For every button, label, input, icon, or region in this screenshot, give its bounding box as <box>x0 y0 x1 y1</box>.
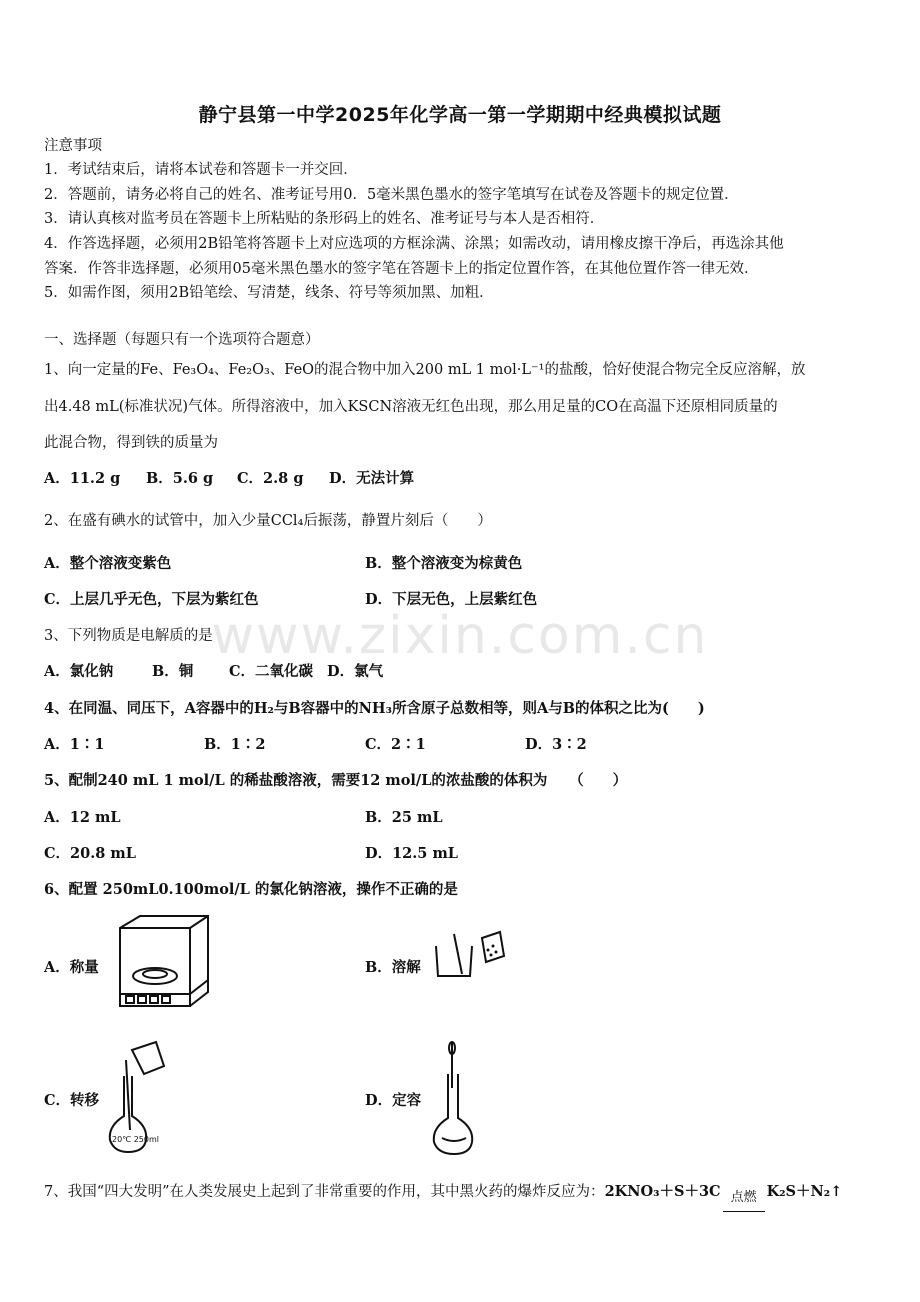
q3-stem: 3、下列物质是电解质的是 <box>44 628 213 644</box>
q7-stem <box>44 1180 842 1204</box>
q4-option-b: B．1∶2 <box>204 736 266 753</box>
section-heading: 一、选择题（每题只有一个选项符合题意） <box>44 332 320 348</box>
balance-figure <box>110 914 212 1020</box>
note-item: 5．如需作图，须用2B铅笔绘、写清楚，线条、符号等须加黑、加粗． <box>44 285 494 301</box>
page-title: 静宁县第一中学2025年化学高一第一学期期中经典模拟试题 <box>198 104 722 126</box>
q3-option-c: C．二氧化碳 <box>229 663 314 680</box>
note-item: 3．请认真核对监考员在答题卡上所粘贴的条形码上的姓名、准考证号与本人是否相符． <box>44 211 605 227</box>
note-item: 4．作答选择题，必须用2B铅笔将答题卡上对应选项的方框涂满、涂黑；如需改动，请用橡皮擦干净后，再选涂其他 <box>44 236 784 252</box>
q5-option-d: D．12.5 mL <box>365 845 458 862</box>
watermark: www.zixin.com.cn <box>211 606 709 666</box>
q1-option-d: D．无法计算 <box>329 470 415 487</box>
q7-eq-left: 2KNO₃＋S＋3C <box>604 1183 721 1200</box>
q6-option-c: C．转移 <box>44 1092 100 1109</box>
q6-option-a: A．称量 <box>44 959 99 976</box>
transfer-figure <box>104 1040 170 1156</box>
note-item: 1．考试结束后，请将本试卷和答题卡一并交回． <box>44 162 358 178</box>
q7-eq-right: K₂S＋N₂↑ <box>766 1183 843 1200</box>
q6-option-b: B．溶解 <box>365 959 421 976</box>
volume-figure <box>428 1040 480 1158</box>
q2-option-b: B．整个溶液变为棕黄色 <box>365 555 523 572</box>
note-item: 2．答题前，请务必将自己的姓名、准考证号用0．5毫米黑色墨水的签字笔填写在试卷及答题卡的规定位置． <box>44 187 739 203</box>
q1-stem-line2: 出4.48 mL(标准状况)气体。所得溶液中，加入KSCN溶液无红色出现，那么用足量的CO在高温下还原相同质量的 <box>44 399 778 415</box>
q6-stem: 6、配置 250mL0.100mol/L 的氯化钠溶液，操作不正确的是 <box>44 881 458 898</box>
q4-stem: 4、在同温、同压下，A容器中的H₂与B容器中的NH₃所含原子总数相等，则A与B的体积之比为( ) <box>44 700 705 717</box>
q3-option-a: A．氯化钠 <box>44 663 114 680</box>
q1-stem-line3: 此混合物，得到铁的质量为 <box>44 435 218 451</box>
q4-option-a: A．1∶1 <box>44 736 105 753</box>
q5-stem: 5、配制240 mL 1 mol/L 的稀盐酸溶液，需要12 mol/L的浓盐酸的体积为 （ ） <box>44 772 628 789</box>
q4-option-d: D．3∶2 <box>525 736 587 753</box>
q2-option-c: C．上层几乎无色，下层为紫红色 <box>44 591 259 608</box>
q1-option-b: B．5.6 g <box>146 470 214 487</box>
note-item: 答案．作答非选择题，必须用05毫米黑色墨水的签字笔在答题卡上的指定位置作答，在其他位置作答一律无效． <box>44 261 759 277</box>
q2-option-a: A．整个溶液变紫色 <box>44 555 172 572</box>
q5-option-c: C．20.8 mL <box>44 845 136 862</box>
q1-option-c: C．2.8 g <box>237 470 304 487</box>
notes-heading: 注意事项 <box>44 138 102 154</box>
q7-stem-text: 7、我国“四大发明”在人类发展史上起到了非常重要的作用，其中黑火药的爆炸反应为： <box>44 1184 605 1200</box>
q6-option-d: D．定容 <box>365 1092 422 1109</box>
condition-label: 点燃 <box>730 1190 757 1205</box>
q2-option-d: D．下层无色，上层紫红色 <box>365 591 538 608</box>
q1-option-a: A．11.2 g <box>44 470 121 487</box>
q3-option-d: D．氯气 <box>327 663 384 680</box>
flask-label: 20℃ 250ml <box>112 1135 159 1144</box>
dissolve-figure <box>430 930 508 980</box>
q1-stem-line1: 1、向一定量的Fe、Fe₃O₄、Fe₂O₃、FeO的混合物中加入200 mL 1 mol·L⁻¹的盐酸，恰好使混合物完全反应溶解，放 <box>44 362 806 378</box>
q2-stem: 2、在盛有碘水的试管中，加入少量CCl₄后振荡，静置片刻后（ ） <box>44 513 492 529</box>
q5-option-a: A．12 mL <box>44 809 121 826</box>
q4-option-c: C．2∶1 <box>365 736 426 753</box>
q3-option-b: B．铜 <box>152 663 194 680</box>
q5-option-b: B．25 mL <box>365 809 443 826</box>
